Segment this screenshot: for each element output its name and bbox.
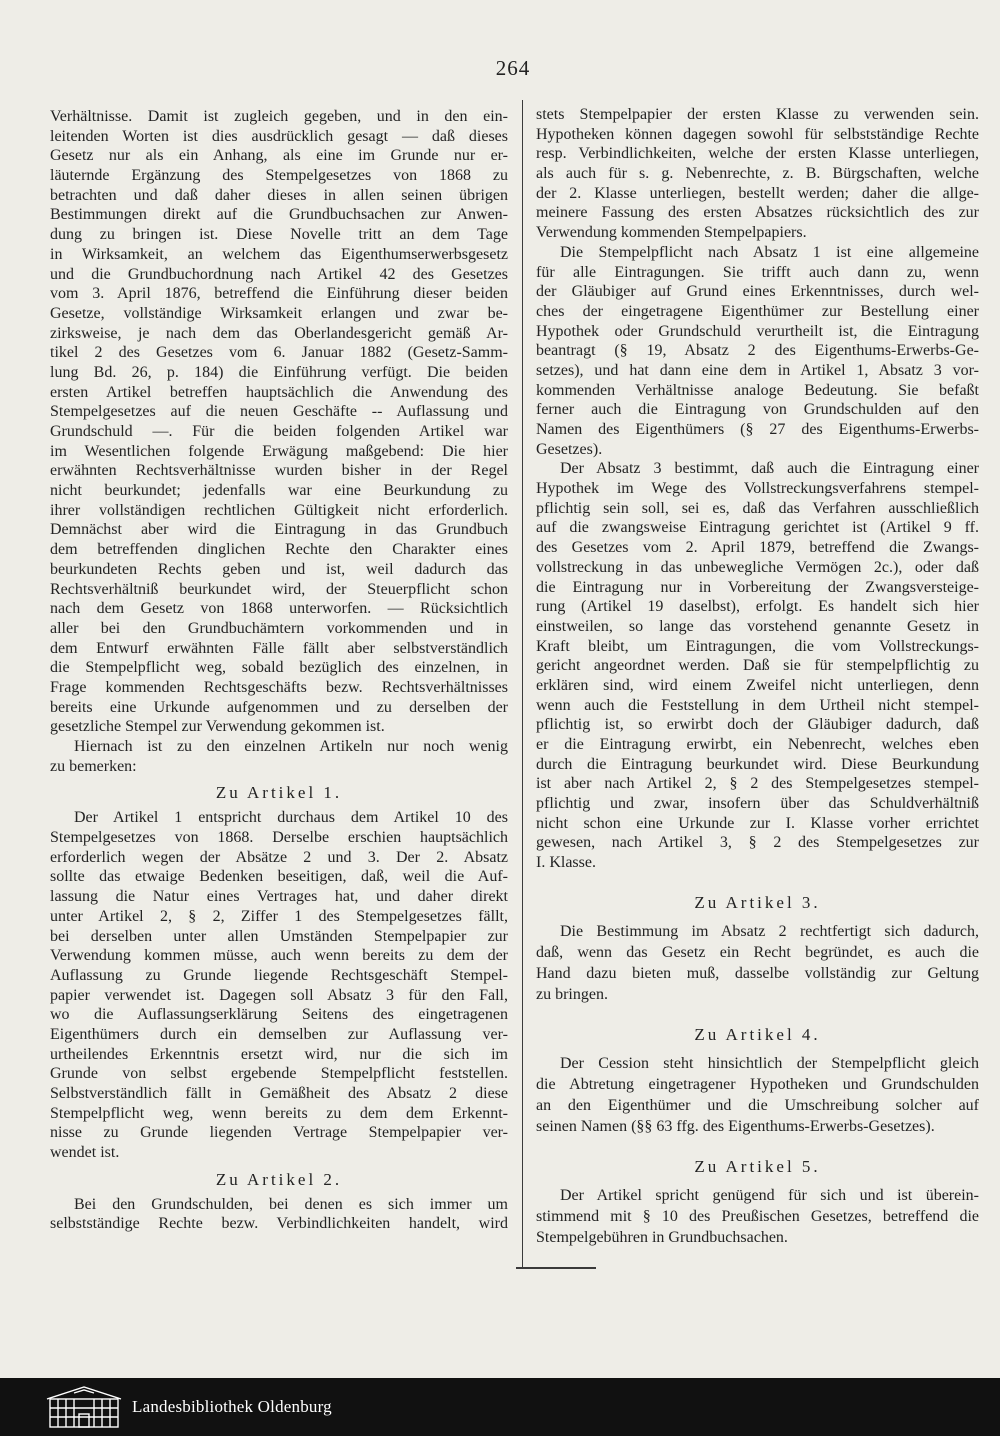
text-line: des Gesetzes vom 2. April 1879, betreffend die Zwangs- <box>536 539 979 557</box>
text-line: wendet ist. <box>50 1144 120 1162</box>
text-line: Selbstverständlich fällt in Gemäßheit des Absatz 2 diese <box>50 1085 508 1102</box>
text-line: sollte das etwaige Bedenken beseitigen, daß, weil die Auf- <box>50 868 508 886</box>
text-line: in Wirksamkeit, an welchem das Eigenthumserwerbsgesetz <box>50 245 508 263</box>
text-line: Der Artikel spricht genügend für sich und ist überein- <box>560 1186 979 1204</box>
library-name: Landesbibliothek Oldenburg <box>132 1397 332 1416</box>
text-line: Kraft bleibt, um Eintragungen, die vom Vollstreckungs- <box>536 637 979 655</box>
text-line: papier verwendet ist. Dagegen soll Absatz 3 für den Fall, <box>50 986 508 1004</box>
page-number: 264 <box>495 56 531 80</box>
text-line: dem Entwurf erwähnten Fälle fällt aber selbstverständlich <box>50 639 508 657</box>
text-line: Hypothek im Wege des Vollstreckungsverfahrens stempel- <box>536 480 979 498</box>
text-line: die Abtretung eingetragener Hypotheken und Grundschulden <box>536 1075 979 1093</box>
text-line: lassung die Natur eines Vertrages hat, und daher direkt <box>50 888 508 906</box>
text-line: betrachten und daß daher dieses in allen seinen übrigen <box>50 186 508 204</box>
text-line: bei derselben unter allen Umständen Stempelpapier zur <box>50 927 508 945</box>
text-line: Grundschuld —. Für die beiden folgenden Artikel war <box>50 423 508 440</box>
section-heading: Zu Artikel 3. <box>694 892 821 912</box>
text-line: Hand dazu bieten muß, dasselbe vollständig zur Geltung <box>536 964 979 982</box>
text-line: seinen Namen (§§ 63 ffg. des Eigenthums-Erwerbs-Gesetzes). <box>536 1117 935 1135</box>
text-line: pflichtig ist, so erwirbt doch der Gläubiger dadurch, daß <box>536 716 979 734</box>
text-line: Gesetze, vollständige Wirksamkeit erlangen und zwar be- <box>50 304 508 322</box>
paragraph <box>536 459 979 872</box>
paragraph <box>536 1185 979 1248</box>
text-line: er die Eintragung erwirbt, ein Nebenrecht, welches eben <box>536 736 979 753</box>
text-line: rung (Artikel 19 daselbst), erfolgt. Es handelt sich hier <box>536 598 979 616</box>
text-line: auf die zwangsweise Eintragung gerichtet ist (Artikel 9 ff. <box>536 519 979 537</box>
text-line: Auflassung zu Grunde liegende Rechtsgeschäft Stempel- <box>50 966 508 984</box>
text-line: tikel 2 des Gesetzes vom 6. Januar 1882 (Gesetz-Samm- <box>50 344 508 362</box>
text-line: Verhältnisse. Damit ist zugleich gegeben, und in den ein- <box>50 108 508 125</box>
text-line: Gesetz nur als ein Anhang, als eine im Grunde nur er- <box>50 147 508 165</box>
text-line: Grunde von selbst ergebende Stempelpflicht feststellen. <box>50 1065 508 1083</box>
text-line: stimmend mit § 10 des Preußischen Gesetzes, betreffend die <box>536 1207 979 1225</box>
text-line: Namen des Eigenthümers (§ 27 des Eigenthums-Erwerbs- <box>536 421 979 438</box>
text-line: kommenden Verhältnisse analoge Bedeutung. Sie befaßt <box>536 381 979 399</box>
text-line: Die Bestimmung im Absatz 2 rechtfertigt sich dadurch, <box>560 922 979 940</box>
text-line: Verwendung kommen müsse, auch wenn bereits zu dem der <box>50 947 508 965</box>
text-line: aller bei den Grundbuchämtern vorkommenden und in <box>50 619 508 637</box>
text-line: Stempelpflicht weg, wenn bereits zu dem dem Erkennt- <box>50 1104 508 1122</box>
text-line: an den Eigenthümer und die Umschreibung solcher auf <box>536 1096 979 1114</box>
text-line: daß, wenn das Gesetz ein Recht begründet, es auch die <box>536 943 979 961</box>
paragraph <box>50 808 508 1162</box>
text-line: pflichtig sein soll, sei es, daß das Verfahren ausschließlich <box>536 499 979 517</box>
paragraph <box>50 107 508 737</box>
text-line: resp. Verbindlichkeiten, welche der ersten Klasse unterliegen, <box>536 145 979 163</box>
text-line: dem betreffenden dinglichen Rechte den Charakter eines <box>50 541 508 559</box>
text-line: Bestimmungen direkt auf die Grundbuchsachen zur Anwen- <box>50 206 508 224</box>
text-line: Hiernach ist zu den einzelnen Artikeln nur noch wenig <box>74 738 508 755</box>
text-line: zu bemerken: <box>50 757 137 775</box>
text-line: Stempelgesetzes auf die neuen Geschäfte -- Auflassung und <box>50 403 508 421</box>
text-line: Stempelgesetzes von 1868. Derselbe erschien hauptsächlich <box>50 829 508 847</box>
paragraph <box>536 1053 979 1137</box>
text-line: der 2. Klasse unterliegen, bestellt werden; daher die allge- <box>536 184 979 202</box>
text-line: Gesetzes). <box>536 440 603 458</box>
text-line: der Gläubiger auf Grund eines Erkenntnisses, durch wel- <box>536 283 979 301</box>
section-heading: Zu Artikel 4. <box>694 1024 821 1044</box>
text-line: wenn auch die Feststellung in dem Urtheil nicht stempel- <box>536 696 979 714</box>
text-line: ferner auch die Eintragung von Grundschulden auf den <box>536 401 979 419</box>
text-line: Bei den Grundschulden, bei denen es sich immer um <box>74 1195 508 1213</box>
text-line: Der Cession steht hinsichtlich der Stempelpflicht gleich <box>560 1054 979 1072</box>
text-line: nicht beurkundet; jedenfalls war eine Beurkundung zu <box>50 482 508 500</box>
text-line: für alle Eintragungen. Sie trifft auch dann zu, wenn <box>536 263 979 281</box>
text-line: im Wesentlichen folgende Erwägung maßgebend: Die hier <box>50 442 508 460</box>
text-line: vollstreckung in das unbewegliche Vermögen 2c.), oder daß <box>536 558 979 576</box>
text-line: als auch für s. g. Nebenrechte, z. B. Bürgschaften, welche <box>536 165 979 183</box>
text-line: beantragt (§ 19, Absatz 2 des Eigenthums-Erwerbs-Ge- <box>536 342 979 360</box>
text-line: Stempelgebühren in Grundbuchsachen. <box>536 1228 788 1246</box>
section-heading: Zu Artikel 2. <box>215 1169 343 1189</box>
text-line: läuternde Ergänzung des Stempelgesetzes von 1868 zu <box>50 167 508 185</box>
library-footer <box>0 1378 1000 1436</box>
text-line: die Stempelpflicht weg, sobald bezüglich des einzelnen, in <box>50 659 508 677</box>
text-line: setzes), und hat dann eine dem in Artikel 1, Absatz 3 vor- <box>536 361 979 379</box>
paragraph <box>536 921 979 1005</box>
text-line: erforderlich wegen der Absätze 2 und 3. Der 2. Absatz <box>50 848 508 866</box>
text-line: unter Artikel 2, § 2, Ziffer 1 des Stempelgesetzes fällt, <box>50 907 508 925</box>
text-line: Rechtsverhältniß beurkundet wird, der Steuerpflicht schon <box>50 580 508 598</box>
text-line: beurkundeten Rechts geben und ist, weil dadurch das <box>50 560 508 578</box>
text-line: gericht angeordnet werden. Daß sie für stempelpflichtig zu <box>536 657 979 675</box>
text-line: ersten Artikel betreffen hauptsächlich die Anwendung des <box>50 383 508 401</box>
text-line: vom 3. April 1876, betreffend die Einführung dieser beiden <box>50 285 508 303</box>
paragraph <box>50 737 508 776</box>
text-line: pflichtig und zwar, insofern über das Schuldverhältniß <box>536 795 979 813</box>
text-line: Hypotheken können dagegen sowohl für selbstständige Rechte <box>536 125 979 143</box>
text-line: Demnächst aber wird die Eintragung in das Grundbuch <box>50 521 508 539</box>
text-line: bereits eine Urkunde aufgenommen und zu derselben der <box>50 698 508 716</box>
text-line: Eigenthümers durch ein demselben zur Auflassung ver- <box>50 1025 508 1043</box>
text-line: nisse zu Grunde liegenden Vertrage Stempelpapier ver- <box>50 1124 508 1142</box>
text-line: nicht schon eine Urkunde zur I. Klasse vorher errichtet <box>536 814 979 832</box>
text-line: nach dem Gesetz von 1868 unterworfen. — Rücksichtlich <box>50 600 508 618</box>
text-line: und die Grundbuchordnung nach Artikel 42 des Gesetzes <box>50 265 508 283</box>
left-column <box>50 107 508 1234</box>
text-line: gesetzliche Stempel zur Verwendung gekommen ist. <box>50 718 385 736</box>
text-line: ches der eingetragene Eigenthümer zur Bestellung einer <box>536 302 979 320</box>
text-line: einstweilen, so lange das vorstehend genannte Gesetz in <box>536 617 979 635</box>
text-line: Verwendung kommenden Stempelpapiers. <box>536 224 807 242</box>
text-line: I. Klasse. <box>536 854 596 872</box>
text-line: erklären sind, wird einem Zweifel nicht unterliegen, denn <box>536 676 979 694</box>
text-line: selbstständige Rechte bezw. Verbindlichkeiten handelt, wird <box>50 1215 508 1233</box>
text-line: meinere Fassung des ersten Absatzes rücksichtlich des zur <box>536 204 979 222</box>
text-line: urtheilendes Erkenntnis ersetzt wird, nur die sich im <box>50 1045 508 1063</box>
paragraph <box>50 1195 508 1234</box>
text-line: Der Artikel 1 entspricht durchaus dem Artikel 10 des <box>74 809 508 827</box>
end-rule <box>516 1267 596 1269</box>
text-line: stets Stempelpapier der ersten Klasse zu verwenden sein. <box>536 106 979 123</box>
paragraph <box>536 243 979 460</box>
text-line: die Eintragung nur in Vorbereitung der Zwangsversteige- <box>536 578 979 596</box>
text-line: zirksweise, je nach dem das Oberlandesgericht gemäß Ar- <box>50 324 508 342</box>
text-line: zu bringen. <box>536 985 608 1003</box>
paragraph <box>536 105 979 243</box>
text-line: Der Absatz 3 bestimmt, daß auch die Eintragung einer <box>560 460 979 478</box>
text-line: wo die Auflassungserklärung Seitens des eingetragenen <box>50 1006 508 1024</box>
text-line: leitenden Worten ist dies ausdrücklich gesagt — daß dieses <box>50 127 508 145</box>
text-line: Hypothek oder Grundschuld verurtheilt ist, die Eintragung <box>536 322 979 340</box>
text-line: gewesen, nach Artikel 3, § 2 des Stempelgesetzes zur <box>536 834 979 852</box>
text-line: durch die Eintragung beurkundet wird. Diese Beurkundung <box>536 755 979 773</box>
right-column <box>536 105 979 1248</box>
section-heading: Zu Artikel 5. <box>694 1156 821 1176</box>
library-building-icon <box>44 1384 124 1430</box>
text-line: Die Stempelpflicht nach Absatz 1 ist eine allgemeine <box>560 243 979 261</box>
text-line: lung Bd. 26, p. 184) die Einführung verfügt. Die beiden <box>50 363 508 381</box>
text-line: ihrer vollständigen rechtlichen Gültigkeit nicht erforderlich. <box>50 501 508 519</box>
column-divider <box>522 100 523 1268</box>
text-line: dung zu bringen ist. Diese Novelle tritt an dem Tage <box>50 226 508 244</box>
text-line: Frage kommenden Rechtsgeschäfts bezw. Rechtsverhältnisses <box>50 678 508 696</box>
text-line: erwähnten Rechtsverhältnisse wurden bisher in der Regel <box>50 462 508 480</box>
section-heading: Zu Artikel 1. <box>215 783 343 803</box>
text-line: ist aber nach Artikel 2, § 2 des Stempelgesetzes stempel- <box>536 775 979 793</box>
